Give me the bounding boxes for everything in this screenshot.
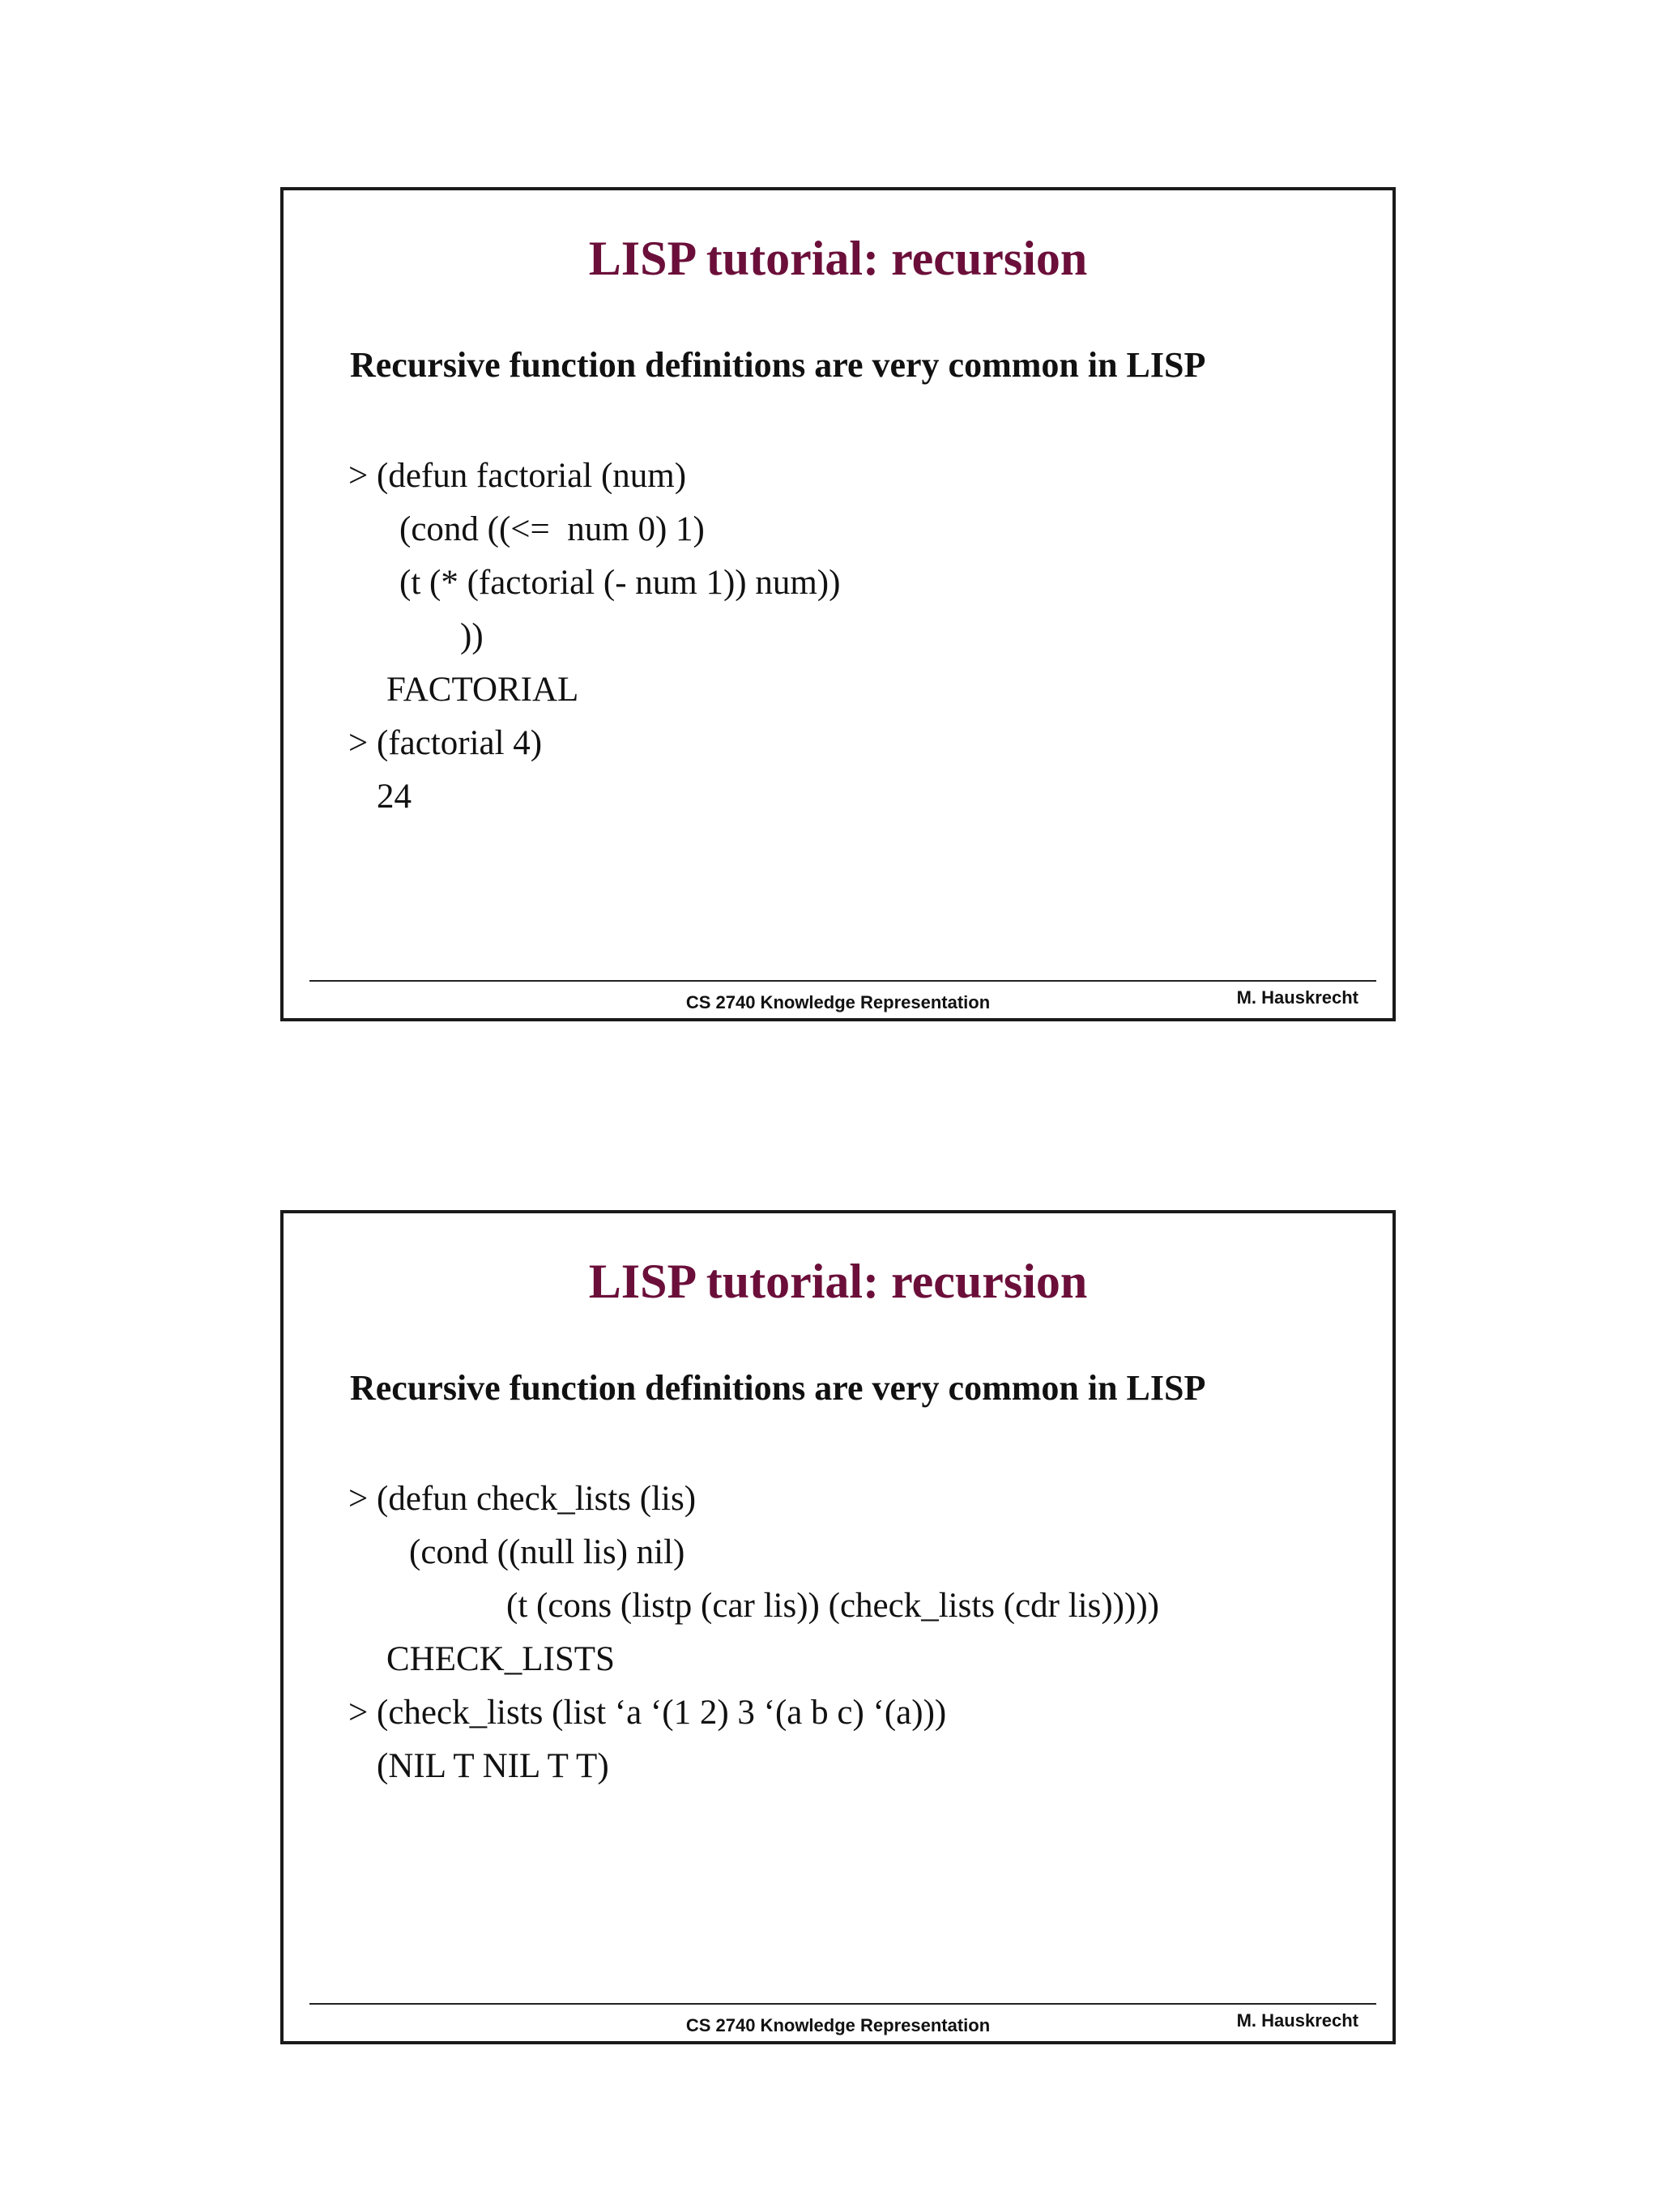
footer-author: M. Hauskrecht <box>1236 987 1358 1008</box>
slide-subtitle: Recursive function definitions are very common in LISP <box>350 1368 1206 1408</box>
code-line-5: > (check_lists (list ‘a ‘(1 2) 3 ‘(a b c) ‘(a))) <box>348 1694 947 1732</box>
slide-subtitle: Recursive function definitions are very common in LISP <box>350 345 1206 385</box>
code-line-2: (cond ((<= num 0) 1) <box>399 510 705 548</box>
code-line-4: )) <box>460 617 484 655</box>
footer-divider <box>309 980 1376 982</box>
code-line-2: (cond ((null lis) nil) <box>409 1533 685 1571</box>
slide-1 <box>280 187 1396 1021</box>
code-line-6: > (factorial 4) <box>348 724 543 762</box>
footer-course: CS 2740 Knowledge Representation <box>685 2015 991 2035</box>
code-line-5: FACTORIAL <box>386 671 579 709</box>
code-line-7: 24 <box>377 778 412 816</box>
code-line-1: > (defun check_lists (lis) <box>348 1480 697 1518</box>
code-line-4: CHECK_LISTS <box>386 1640 615 1678</box>
footer-divider <box>309 2003 1376 2005</box>
slide-title: LISP tutorial: recursion <box>588 1255 1088 1308</box>
footer-course: CS 2740 Knowledge Representation <box>685 992 991 1012</box>
code-line-3: (t (* (factorial (- num 1)) num)) <box>399 564 841 602</box>
code-line-6: (NIL T NIL T T) <box>377 1747 609 1785</box>
code-line-3: (t (cons (listp (car lis)) (check_lists (cdr lis))))) <box>506 1587 1159 1625</box>
footer-author: M. Hauskrecht <box>1236 2010 1358 2031</box>
slide-2 <box>280 1210 1396 2044</box>
code-line-1: > (defun factorial (num) <box>348 457 687 495</box>
slide-title: LISP tutorial: recursion <box>588 232 1088 285</box>
